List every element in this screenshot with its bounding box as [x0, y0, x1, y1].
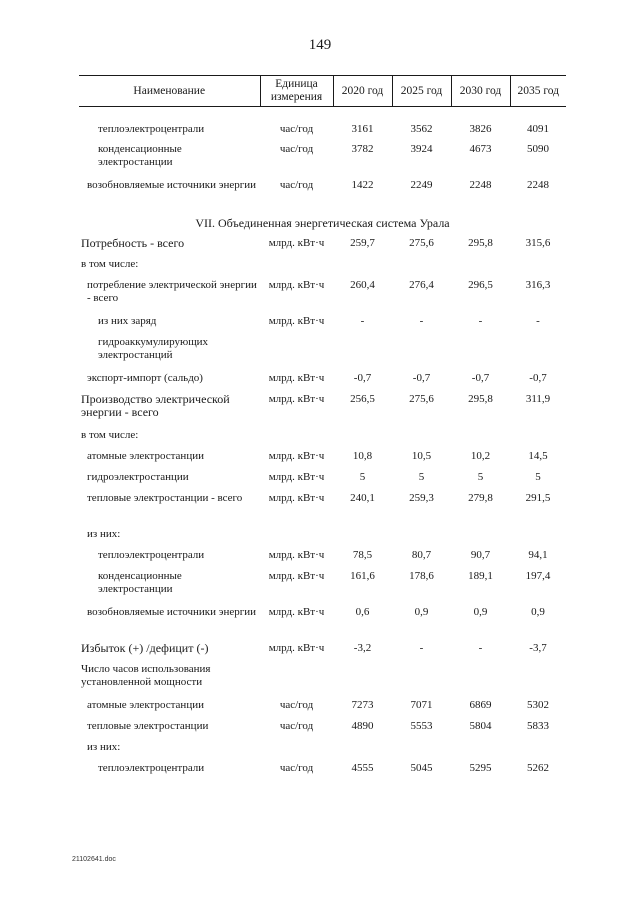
row-value: 14,5: [528, 449, 548, 462]
row-value: [510, 663, 566, 699]
row-value: 7071: [410, 698, 433, 711]
row-value: 4890: [351, 719, 374, 732]
row-name: в том числе:: [81, 257, 139, 270]
row-unit: час/год: [279, 698, 314, 711]
row-value: [392, 429, 451, 450]
row-value: -: [419, 641, 424, 654]
row-value: 291,5: [525, 491, 551, 504]
row-value: [510, 429, 566, 450]
row-value: 5: [359, 470, 366, 483]
row-value: 161,6: [350, 569, 375, 582]
row-value: 0,6: [355, 605, 370, 618]
header-year-2020: 2020 год: [333, 76, 392, 107]
row-name: теплоэлектроцентрали: [98, 761, 205, 774]
row-name: в том числе:: [81, 428, 139, 441]
row-unit: [260, 528, 333, 549]
header-year-2030: 2030 год: [451, 76, 510, 107]
row-unit: час/год: [279, 123, 314, 135]
row-value: [510, 741, 566, 762]
row-value: -: [478, 314, 483, 327]
row-value: -3,2: [353, 641, 372, 654]
row-value: 279,8: [468, 491, 493, 504]
header-name: Наименование: [79, 76, 260, 107]
row-value: -: [419, 314, 424, 327]
row-value: 3826: [469, 123, 492, 135]
header-year-2025: 2025 год: [392, 76, 451, 107]
row-value: [333, 429, 392, 450]
table-row: [79, 762, 566, 783]
row-unit: [260, 429, 333, 450]
row-unit: час/год: [279, 178, 314, 191]
row-name: гидроэлектростанции: [87, 470, 189, 483]
table-row: [79, 642, 566, 663]
table-row: [79, 699, 566, 720]
row-unit: млрд. кВт·ч: [268, 236, 325, 249]
row-value: 5302: [527, 698, 549, 711]
row-unit: млрд. кВт·ч: [268, 641, 325, 654]
table-row: [79, 279, 566, 315]
row-unit: час/год: [279, 142, 314, 155]
row-value: 94,1: [528, 548, 548, 561]
row-name: экспорт-импорт (сальдо): [87, 371, 203, 384]
row-value: [392, 258, 451, 279]
table-row: [79, 143, 566, 179]
row-value: 7273: [351, 698, 374, 711]
row-unit: [260, 663, 333, 699]
table-row: [79, 492, 566, 528]
table-row: [79, 471, 566, 492]
row-unit: [260, 258, 333, 279]
row-value: [333, 528, 392, 549]
row-name: теплоэлектроцентрали: [98, 123, 205, 135]
table-row: [79, 741, 566, 762]
row-value: [333, 741, 392, 762]
row-value: -0,7: [529, 371, 547, 384]
table-row: [79, 237, 566, 258]
energy-table: [79, 75, 566, 783]
row-name: возобновляемые источники энергии: [87, 178, 257, 191]
row-name: возобновляемые источники энергии: [87, 605, 257, 618]
row-value: 10,5: [411, 449, 432, 462]
row-value: 5262: [527, 761, 549, 774]
row-name: Потребность - всего: [81, 235, 185, 250]
page-number: 149: [308, 37, 332, 53]
row-unit: млрд. кВт·ч: [268, 371, 325, 384]
row-value: 4673: [469, 142, 492, 155]
table-row: [79, 258, 566, 279]
row-value: [451, 336, 510, 372]
table-body: [79, 107, 566, 783]
row-value: 10,8: [352, 449, 373, 462]
row-value: 259,7: [350, 236, 375, 249]
row-name: Число часов использования установленной мощности: [81, 662, 211, 688]
row-name: гидроаккумулирующих электростанций: [98, 335, 209, 361]
table-row: [79, 315, 566, 336]
row-unit: млрд. кВт·ч: [268, 491, 325, 504]
row-value: [333, 258, 392, 279]
row-value: -: [360, 314, 365, 327]
row-unit: [260, 741, 333, 762]
row-value: 311,9: [525, 392, 551, 405]
row-value: 6869: [469, 698, 492, 711]
row-value: [392, 663, 451, 699]
row-value: [451, 258, 510, 279]
row-value: -: [536, 314, 540, 327]
footer-filename: 21102641.doc: [72, 856, 116, 863]
row-name: из них:: [87, 527, 121, 540]
row-value: 5804: [469, 719, 492, 732]
row-value: 276,4: [409, 278, 434, 291]
row-value: 260,4: [350, 278, 375, 291]
table-row: [79, 429, 566, 450]
row-value: 1422: [351, 178, 374, 191]
row-value: 197,4: [525, 569, 551, 582]
row-value: 296,5: [468, 278, 493, 291]
row-value: [451, 741, 510, 762]
row-unit: млрд. кВт·ч: [268, 548, 325, 561]
row-value: 0,9: [473, 605, 488, 618]
row-unit: млрд. кВт·ч: [268, 278, 325, 291]
table-row: [79, 336, 566, 372]
row-value: 189,1: [468, 569, 493, 582]
row-value: [510, 336, 566, 372]
table-row: [79, 107, 566, 143]
row-name: конденсационные электростанции: [98, 569, 182, 595]
row-value: 10,2: [470, 449, 491, 462]
row-value: 3924: [410, 142, 433, 155]
section-heading-row: [79, 215, 566, 237]
row-value: [510, 528, 566, 549]
row-value: 2248: [527, 178, 549, 191]
row-value: 275,6: [409, 392, 434, 405]
row-value: 240,1: [350, 491, 375, 504]
row-value: 316,3: [525, 278, 551, 291]
row-value: 90,7: [470, 548, 491, 561]
row-name: Производство электрической энергии - всего: [81, 391, 230, 419]
row-value: 256,5: [350, 392, 375, 405]
row-value: 4091: [527, 123, 549, 135]
row-value: 2248: [469, 178, 492, 191]
row-value: -0,7: [353, 371, 372, 384]
row-value: [333, 336, 392, 372]
row-value: [451, 663, 510, 699]
row-value: 5090: [527, 142, 549, 155]
row-unit: млрд. кВт·ч: [268, 470, 325, 483]
row-name: тепловые электростанции - всего: [87, 491, 243, 504]
row-unit: млрд. кВт·ч: [268, 605, 325, 618]
row-value: 178,6: [409, 569, 434, 582]
row-unit: млрд. кВт·ч: [268, 314, 325, 327]
row-value: [451, 528, 510, 549]
row-name: потребление электрической энергии - всего: [87, 278, 257, 304]
row-value: [392, 336, 451, 372]
row-unit: час/год: [279, 719, 314, 732]
section-heading: VII. Объединенная энергетическая система Урала: [195, 215, 450, 230]
table-header-row: [79, 76, 566, 107]
row-unit: час/год: [279, 761, 314, 774]
table-row: [79, 179, 566, 215]
row-value: 5833: [527, 719, 549, 732]
row-value: 3562: [410, 123, 433, 135]
row-value: 80,7: [411, 548, 432, 561]
row-value: 275,6: [409, 236, 434, 249]
row-unit: млрд. кВт·ч: [268, 392, 325, 405]
table-row: [79, 606, 566, 642]
row-value: 5: [477, 470, 484, 483]
row-value: 259,3: [409, 491, 434, 504]
row-value: 295,8: [468, 392, 493, 405]
row-value: 3161: [351, 123, 374, 135]
row-value: [451, 429, 510, 450]
table-row: [79, 528, 566, 549]
row-value: -0,7: [412, 371, 431, 384]
row-value: 78,5: [352, 548, 373, 561]
row-name: Избыток (+) /дефицит (-): [81, 640, 209, 655]
table-row: [79, 549, 566, 570]
row-value: -: [478, 641, 483, 654]
row-unit: [260, 336, 333, 372]
row-value: -3,7: [529, 641, 547, 654]
row-value: [392, 528, 451, 549]
row-value: 4555: [351, 761, 374, 774]
table-row: [79, 720, 566, 741]
row-name: атомные электростанции: [87, 698, 204, 711]
row-name: из них заряд: [98, 314, 157, 327]
header-year-2035: 2035 год: [510, 76, 566, 107]
row-value: 5553: [410, 719, 433, 732]
row-value: 5045: [410, 761, 433, 774]
row-name: тепловые электростанции: [87, 719, 209, 732]
row-value: 0,9: [531, 605, 545, 618]
row-value: 0,9: [414, 605, 429, 618]
row-unit: млрд. кВт·ч: [268, 449, 325, 462]
row-value: 3782: [351, 142, 374, 155]
row-name: теплоэлектроцентрали: [98, 548, 205, 561]
table-row: [79, 450, 566, 471]
row-value: 295,8: [468, 236, 493, 249]
row-unit: млрд. кВт·ч: [268, 569, 325, 582]
header-unit: Единица измерения: [260, 76, 333, 107]
row-name: конденсационные электростанции: [98, 142, 182, 168]
row-value: [392, 741, 451, 762]
row-value: 315,6: [525, 236, 551, 249]
row-name: из них:: [87, 740, 121, 753]
row-name: атомные электростанции: [87, 449, 204, 462]
row-value: 5295: [469, 761, 492, 774]
row-value: 5: [418, 470, 425, 483]
row-value: [333, 663, 392, 699]
row-value: 2249: [410, 178, 433, 191]
row-value: [510, 258, 566, 279]
row-value: -0,7: [471, 371, 490, 384]
table-row: [79, 393, 566, 429]
table-row: [79, 570, 566, 606]
table-row: [79, 372, 566, 393]
table-row: [79, 663, 566, 699]
row-value: 5: [535, 470, 541, 483]
